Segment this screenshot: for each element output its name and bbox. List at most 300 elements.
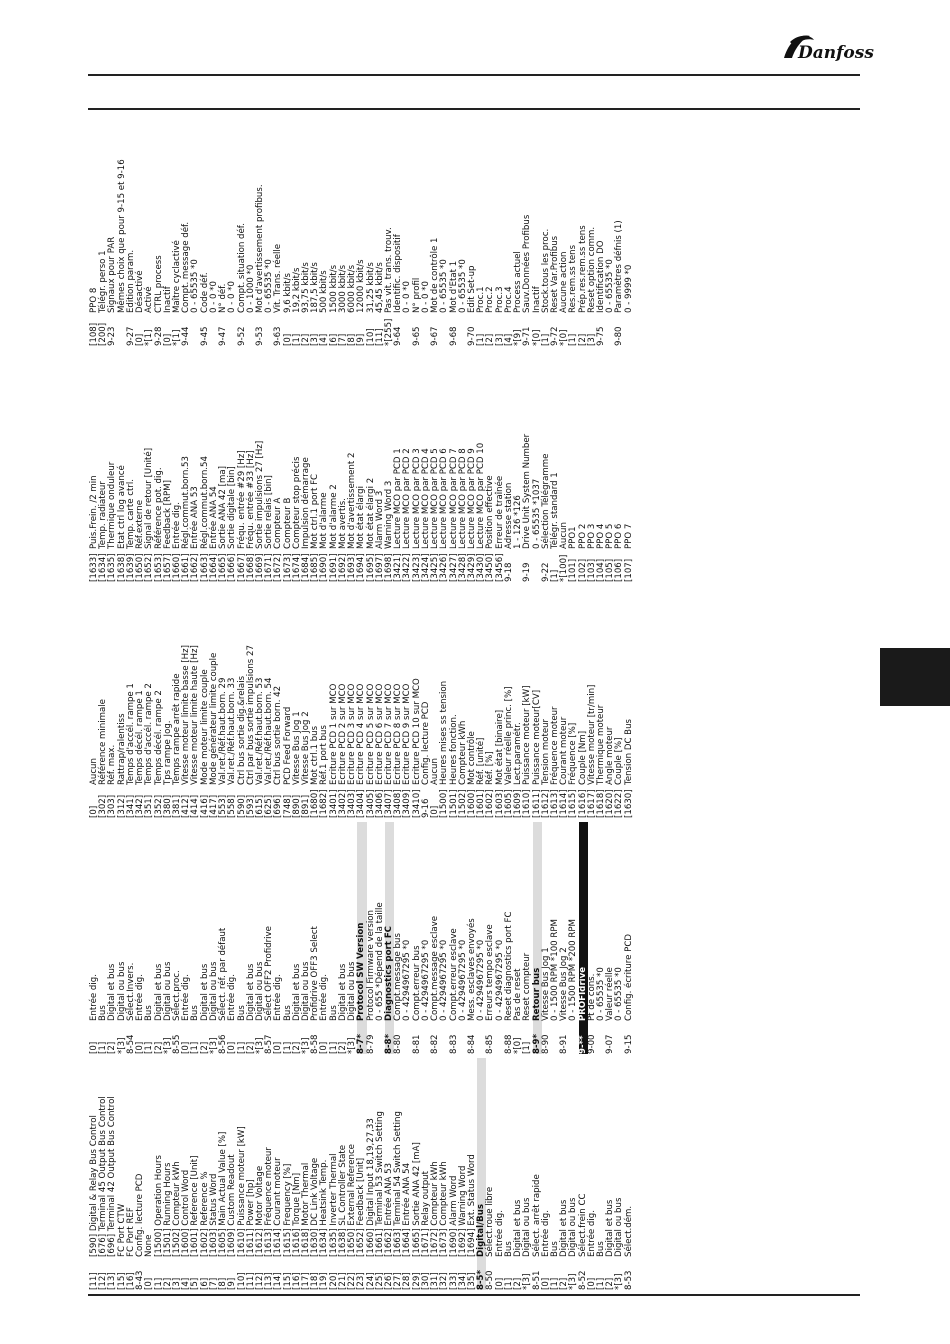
parameter-label: 187,5 kbit/s — [310, 262, 321, 313]
parameter-label: Compt. situation déf. — [236, 223, 247, 313]
parameter-code: 9-63 — [273, 326, 284, 346]
parameter-label: Bus — [549, 1241, 560, 1257]
parameter-code: [2] — [577, 333, 588, 346]
parameter-label: Thermique onduleur — [107, 461, 118, 549]
parameter-code: [2] — [337, 1041, 348, 1054]
parameter-code: [32] — [439, 1272, 450, 1290]
parameter-label: 0 - 1500 RPM *200 RPM — [568, 919, 579, 1021]
parameter-label: Digital ou bus — [568, 1197, 579, 1257]
parameter-code: [1638] — [116, 553, 127, 582]
parameter-code: [1639] — [125, 553, 136, 582]
parameter-code: 9-45 — [199, 326, 210, 346]
parameter-label: Profidrive OFF3 Select — [310, 926, 321, 1021]
parameter-code: [1620] — [605, 789, 616, 818]
parameter-label: Alarm Word 3 — [374, 490, 385, 549]
parameter-label: Entrée dig. — [227, 974, 238, 1021]
parameter-label: Vitesse Bus Jog 1 — [540, 947, 551, 1021]
parameter-code: [1605] — [503, 789, 514, 818]
parameter-label: [1611] Power [hp] — [245, 1179, 256, 1257]
parameter-code: [2] — [107, 1041, 118, 1054]
parameter-label: Aucun — [89, 758, 99, 785]
parameter-label: [1500] Operation Hours — [153, 1155, 164, 1257]
parameter-label: Heures mises ss tension — [439, 680, 450, 785]
parameter-code: [553] — [218, 794, 229, 818]
parameter-label: PPO 3 — [586, 523, 597, 549]
parameter-code: 9-15 — [623, 1034, 634, 1054]
parameter-code: [0] — [273, 1041, 284, 1054]
parameter-label: PPO 2 — [577, 523, 588, 549]
parameter-label: Stock.tous les proc. — [540, 228, 551, 313]
parameter-row — [625, 114, 634, 346]
parameter-column — [90, 586, 634, 818]
parameter-label: Position effective — [485, 475, 496, 549]
parameter-code: 8-54 — [125, 1034, 136, 1054]
parameter-label: Vitesse Bus Jog 2 — [301, 711, 312, 785]
parameter-label: Reset Var.Profibus — [549, 235, 560, 313]
parameter-code: 8-55 — [171, 1034, 182, 1054]
parameter-code: [22] — [347, 1272, 358, 1290]
parameter-code: [3450] — [485, 553, 496, 582]
parameter-label: Réf. [unité] — [476, 737, 487, 785]
parameter-code: [352] — [153, 794, 164, 818]
parameter-code: *[100] — [559, 554, 570, 582]
parameter-label: Entrée dig. — [171, 502, 182, 549]
parameter-label: Compt.erreur bus — [411, 945, 422, 1021]
parameter-label: Identific. dispositif — [393, 234, 404, 313]
parameter-code: 9-52 — [236, 326, 247, 346]
parameter-label: Télégr. perso 1 — [98, 250, 109, 313]
parameter-label: Mêmes choix que pour 9-15 et 9-16 — [116, 159, 127, 313]
parameter-label: Reset option comm. — [586, 226, 597, 313]
parameter-code: [3403] — [347, 789, 358, 818]
parameter-code: [3410] — [411, 789, 422, 818]
parameter-label: Sauv.Données Profibus — [522, 214, 533, 313]
parameter-code: [1600] — [466, 789, 477, 818]
parameter-label: Ecriture PCD 9 sur MCO — [402, 683, 413, 785]
parameter-code: [1] — [522, 1041, 533, 1054]
parameter-label: Sélect. arrêt rapide — [531, 1174, 542, 1257]
parameter-label: Mot d'alarme — [319, 492, 330, 549]
parameter-label: Digital ou bus — [347, 961, 358, 1021]
parameter-label: Lecture MCO par PCD 7 — [448, 448, 459, 549]
parameter-code: [13] — [264, 1272, 275, 1290]
parameter-code: *[3] — [116, 1037, 127, 1054]
parameter-code: [4] — [319, 333, 330, 346]
parameter-label: 0 - 655 *Dépend de la taille — [374, 902, 385, 1021]
parameter-label: Edit Set-up — [466, 265, 477, 313]
parameter-code: [15] — [282, 1272, 293, 1290]
parameter-code: [416] — [199, 794, 210, 818]
parameter-code: [0] — [89, 1041, 99, 1054]
parameter-label: Lecture MCO par PCD 2 — [402, 448, 413, 549]
parameter-code: [1680] — [310, 789, 321, 818]
parameter-label: 0 - 65535 *0 — [457, 259, 468, 313]
parameter-label: Compt.message bus — [393, 933, 404, 1021]
parameter-label: Ecriture PCD 8 sur MCO — [393, 683, 404, 785]
footer-rule — [88, 1294, 860, 1296]
parameter-code: [303] — [107, 794, 118, 818]
parameter-code: [1663] — [199, 553, 210, 582]
parameter-code: [1682] — [319, 789, 330, 818]
parameter-label: Mot d'Etat 1 — [448, 260, 459, 313]
parameter-label: [1664] Entrée ANA 54 — [402, 1162, 413, 1257]
parameter-label: Compteur A — [273, 497, 284, 549]
parameter-code — [625, 313, 634, 346]
parameter-label: Temps d'accél. rampe 2 — [144, 683, 155, 785]
parameter-code: [2] — [513, 1277, 524, 1290]
parameter-code: [2] — [559, 1277, 570, 1290]
parameter-label: Régl.commut.born.54 — [199, 456, 210, 549]
danfoss-logo — [780, 28, 874, 66]
parameter-code: [1666] — [227, 553, 238, 582]
parameter-label: Ctrl par bus sortie impulsions 27 — [245, 645, 256, 785]
parameter-code: *[1] — [171, 329, 182, 346]
parameter-label: [1614] Courant moteur — [273, 1157, 284, 1257]
parameter-code: *[3] — [347, 1037, 358, 1054]
parameter-code: 8-56 — [218, 1034, 229, 1054]
parameter-code: [3422] — [402, 553, 413, 582]
parameter-label: Proc.2 — [485, 286, 496, 313]
parameter-label: Télégr. standard 1 — [549, 472, 560, 549]
parameter-label: 93,75 kbit/s — [301, 262, 312, 313]
parameter-label: 500 kbit/s — [319, 270, 330, 313]
parameter-code: [1652] — [144, 553, 155, 582]
parameter-code: [1665] — [218, 553, 229, 582]
parameter-code: [1693] — [347, 553, 358, 582]
parameter-code: [3404] — [356, 789, 367, 818]
parameter-code: 8-84 — [466, 1034, 477, 1054]
parameter-label: Edition param. — [125, 249, 136, 313]
parameter-code: [0] — [494, 1277, 505, 1290]
parameter-code: [31] — [430, 1272, 441, 1290]
parameter-code: [3402] — [337, 789, 348, 818]
parameter-code: [8] — [218, 1277, 229, 1290]
parameter-code: [0] — [89, 805, 99, 818]
parameter-label: Référence pot. dig. — [153, 467, 164, 549]
parameter-code: [35] — [466, 1272, 477, 1290]
parameter-label: [1635] Inverter Thermal — [328, 1153, 339, 1257]
parameter-code: [0] — [227, 1041, 238, 1054]
parameter-code: *[3] — [162, 1037, 173, 1054]
parameter-label: Temps d'accél. rampe 1 — [125, 683, 136, 785]
parameter-code: 9-23 — [107, 326, 118, 346]
parameter-label: None — [144, 1234, 155, 1257]
parameter-label: Aucune action — [559, 251, 570, 313]
parameter-label: Courant moteur — [559, 716, 570, 785]
parameter-row — [625, 586, 634, 818]
parameter-label: [1609] Custom Readout — [227, 1154, 238, 1257]
parameter-code: [0] — [135, 1041, 146, 1054]
parameter-label: Temp. carte ctrl. — [125, 478, 136, 549]
parameter-label: [1663] Terminal 54 Switch Setting — [393, 1111, 404, 1257]
parameter-label: Fréquence [%] — [568, 722, 579, 785]
parameter-code: [302] — [98, 794, 109, 818]
parameter-label: Ecriture PCD 2 sur MCO — [337, 683, 348, 785]
parameter-label: [1602] Reference % — [199, 1171, 210, 1257]
parameter-code: *[0] — [531, 329, 542, 346]
parameter-label: Compt.message esclave — [430, 915, 441, 1021]
parameter-code: [1630] — [623, 789, 634, 818]
parameter-label: Angle moteur — [605, 726, 616, 785]
parameter-label: [1690] Alarm Word — [448, 1175, 459, 1257]
parameter-label: Mot d'avertissement profibus. — [254, 184, 265, 313]
parameter-label: 0 - 0 *0 — [227, 281, 238, 313]
parameter-code: [19] — [319, 1272, 330, 1290]
parameter-label: Entrée ANA 53 — [190, 486, 201, 549]
parameter-code: [10] — [365, 328, 376, 346]
parameter-label: Identification DO — [596, 240, 607, 313]
parameter-code: 8-90 — [540, 1034, 551, 1054]
parameter-code: 9-80 — [614, 326, 625, 346]
brand-name: Danfoss — [798, 43, 874, 63]
parameter-code: [1698] — [384, 553, 394, 582]
parameter-code: 9-68 — [448, 326, 459, 346]
parameter-label: Proc.1 — [476, 286, 487, 313]
parameter-label: Sélect.dém. — [623, 1205, 634, 1257]
parameter-code: [1697] — [374, 553, 385, 582]
parameter-code: [26] — [384, 1272, 394, 1290]
parameter-label: Digital et bus — [199, 963, 210, 1021]
parameter-code: 9-28 — [153, 326, 164, 346]
parameter-code: [30] — [420, 1272, 431, 1290]
parameter-code: [1664] — [208, 553, 219, 582]
parameter-code: [3423] — [411, 553, 422, 582]
parameter-code: *[3] — [208, 1037, 219, 1054]
parameter-code: [16] — [291, 1272, 302, 1290]
parameter-code: [106] — [614, 558, 625, 582]
parameter-label: Sortie relais [bin] — [264, 475, 275, 549]
parameter-label: 0 - 65535 *1037 — [531, 478, 542, 549]
parameter-label: Mode moteur limite couple — [199, 669, 210, 785]
parameter-code: 9-65 — [411, 326, 422, 346]
parameter-code: [3456] — [494, 553, 505, 582]
parameter-label: [1502] Compteur kWh — [171, 1161, 182, 1257]
parameter-label: [1650] External Reference — [347, 1144, 358, 1257]
parameter-code: [1661] — [181, 553, 192, 582]
parameter-label: Process actuel — [513, 251, 524, 313]
parameter-label: Lecture MCO par PCD 8 — [457, 448, 468, 549]
parameter-code: [1690] — [319, 553, 330, 582]
parameter-code: 8-52 — [577, 1270, 588, 1290]
parameter-label: 45,45 kbit/s — [374, 262, 385, 313]
parameter-label: N° profil — [411, 277, 422, 313]
parameter-label: Sélect.Invers. — [125, 962, 136, 1021]
parameter-column — [90, 350, 634, 582]
parameter-code: [3] — [171, 1277, 182, 1290]
parameter-code: [0] — [319, 1041, 330, 1054]
parameter-label: Lecture MCO par PCD 6 — [439, 448, 450, 549]
parameter-label: Etat ctrl log avancé — [116, 465, 127, 549]
parameter-label: Digital ou bus — [162, 961, 173, 1021]
parameter-code: [1669] — [254, 553, 265, 582]
parameter-code: 9-18 — [503, 562, 514, 582]
parameter-column — [90, 822, 634, 1054]
parameter-label: Pas vit. trans. trouv. — [384, 227, 394, 313]
parameter-code: [1618] — [596, 789, 607, 818]
parameter-code: [108] — [89, 322, 99, 346]
parameter-label: Lect.paramétr. — [513, 722, 524, 785]
parameter-code: 8-50 — [485, 1270, 496, 1290]
parameter-code: [3427] — [448, 553, 459, 582]
parameter-code: [3405] — [365, 789, 376, 818]
parameter-code: [1611] — [531, 789, 542, 818]
parameter-row — [625, 1058, 634, 1290]
parameter-code: 9-16 — [420, 798, 431, 818]
parameter-label: Signaux pour PAR — [107, 236, 118, 313]
parameter-code: [12] — [254, 1272, 265, 1290]
parameter-code: 8-91 — [559, 1034, 570, 1054]
parameter-code: [1657] — [162, 553, 173, 582]
parameter-code: [3408] — [393, 789, 404, 818]
parameter-row — [625, 350, 634, 582]
parameter-code: [23] — [356, 1272, 367, 1290]
parameter-label: [590] Digital & Relay Bus Control — [89, 1115, 99, 1257]
parameter-label: Val.ret./Réf.haut.born. 33 — [227, 677, 238, 785]
parameter-label: Sortie impulsions 27 [Hz] — [254, 440, 265, 549]
parameter-label: PPO 8 — [89, 287, 99, 313]
parameter-code: [1672] — [273, 553, 284, 582]
parameter-label: Couple [Nm] — [577, 730, 588, 785]
parameter-label: Ctrl bus sortie born. 42 — [273, 685, 284, 785]
parameter-label: Sortie digitale [bin] — [227, 466, 238, 549]
parameter-label: Proc.4 — [503, 286, 514, 313]
parameter-label: Ecriture PCD 3 sur MCO — [347, 683, 358, 785]
parameter-code: [1684] — [301, 553, 312, 582]
parameter-label: Vitesse moteur limite haute [Hz] — [190, 645, 201, 785]
parameter-code: 8-79 — [365, 1034, 376, 1054]
parameter-code: 8-43 — [135, 1270, 146, 1290]
parameter-label: Entrée dig. — [540, 1210, 551, 1257]
parameter-label: Bus — [190, 1005, 201, 1021]
parameter-code: [9] — [356, 333, 367, 346]
parameter-label: 0 - 1500 RPM *100 RPM — [549, 919, 560, 1021]
parameter-label: Mot d'alarme 2 — [328, 484, 339, 549]
parameter-label: Compteur kWh — [457, 720, 468, 785]
parameter-code: [342] — [135, 794, 146, 818]
parameter-label: Ecriture PCD 1 sur MCO — [328, 683, 339, 785]
parameter-code: [2] — [291, 1041, 302, 1054]
parameter-label: Tension DC Bus — [623, 719, 634, 785]
parameter-code: [3425] — [430, 553, 441, 582]
parameter-label: Val.ret./Réf.haut.born. 29 — [218, 677, 229, 785]
parameter-label: Signal de retour [Unité] — [144, 447, 155, 549]
parameter-code: [2] — [301, 333, 312, 346]
parameter-label: [1618] Motor Thermal — [301, 1162, 312, 1257]
parameter-label: Vitesse Bus Jog 1 — [291, 711, 302, 785]
parameter-code: [4] — [503, 333, 514, 346]
parameter-code: 9-19 — [522, 562, 533, 582]
parameter-label: [1615] Frequency [%] — [282, 1163, 293, 1257]
parameter-label: PPO 6 — [614, 523, 625, 549]
parameter-code: [200] — [98, 322, 109, 346]
parameter-label: Drive Unit System Number — [522, 433, 533, 549]
parameter-code: [1691] — [328, 553, 339, 582]
parameter-label: Inactif — [531, 286, 542, 313]
parameter-code: [1] — [328, 1041, 339, 1054]
parameter-label: PPO 7 — [623, 523, 634, 549]
parameter-code: [1622] — [614, 789, 625, 818]
parameter-code: [15] — [116, 1272, 127, 1290]
parameter-code: [1] — [153, 1277, 164, 1290]
parameter-code: [341] — [125, 794, 136, 818]
parameter-label: 0 - 4294967295 *0 — [457, 939, 468, 1021]
parameter-label: Entrée dig. — [135, 974, 146, 1021]
parameter-code: [2] — [485, 333, 496, 346]
parameter-label: [1661] Terminal 53 Switch Setting — [374, 1111, 385, 1257]
parameter-label: [1610] Puissance moteur [kW] — [236, 1126, 247, 1257]
parameter-label: 0 - 4294967295 *0 — [476, 939, 487, 1021]
parameter-label: PPO 4 — [596, 523, 607, 549]
parameter-row — [625, 822, 634, 1054]
parameter-code: [25] — [374, 1272, 385, 1290]
parameter-code: [1673] — [282, 553, 293, 582]
parameter-code: [351] — [144, 794, 155, 818]
parameter-label: Mot état élargi — [356, 486, 367, 549]
parameter-label: 0 - 65535 *0 — [264, 259, 275, 313]
parameter-label: Ecriture PCD 7 sur MCO — [384, 683, 394, 785]
parameter-code: *[3] — [614, 1273, 625, 1290]
parameter-label: Digital et bus — [559, 1199, 570, 1257]
parameter-label: Sélect. réf. par défaut — [218, 927, 229, 1021]
parameter-label: Entrée dig. — [89, 974, 99, 1021]
parameter-code: *[3] — [254, 1037, 265, 1054]
parameter-label: 3000 kbit/s — [337, 264, 348, 313]
parameter-code: *[0] — [559, 329, 570, 346]
parameter-code: [0] — [162, 333, 173, 346]
parameter-code: [3429] — [466, 553, 477, 582]
parameter-label: Code déf. — [199, 272, 210, 313]
parameter-code: [3] — [494, 333, 505, 346]
parameter-code: [24] — [365, 1272, 376, 1290]
parameter-label: Entrée ANA 54 — [208, 486, 219, 549]
parameter-label: Régl.commut.born.53 — [181, 456, 192, 549]
parameter-label: [1601] Reference [Unit] — [190, 1155, 201, 1257]
parameter-label: Digital ou bus — [614, 1197, 625, 1257]
parameter-code: [7] — [337, 333, 348, 346]
parameter-label: [1613] Fréquence moteur — [264, 1147, 275, 1257]
parameter-label: 0 - 1000 *0 — [245, 264, 256, 313]
parameter-label: 0 - 4294967295 *0 — [420, 939, 431, 1021]
parameter-code: [104] — [596, 558, 607, 582]
parameter-code: [1] — [540, 333, 551, 346]
parameter-label: 0 - 65535 *0 — [190, 259, 201, 313]
parameter-label: Paramètres défnis (1) — [614, 220, 625, 313]
header-rule-top — [88, 74, 860, 76]
parameter-label: [1612] Motor Voltage — [254, 1165, 265, 1257]
parameter-column — [90, 114, 634, 346]
parameter-code: [1692] — [337, 553, 348, 582]
parameter-code: 8-85 — [485, 1034, 496, 1054]
parameter-label: Heures fonction. — [448, 714, 459, 785]
parameter-code: [34] — [457, 1272, 468, 1290]
parameter-label: PROFIdrive — [577, 966, 588, 1021]
parameter-code: [27] — [393, 1272, 404, 1290]
parameter-code: [3428] — [457, 553, 468, 582]
parameter-code: [0] — [144, 1277, 155, 1290]
parameter-label: Warning Word 3 — [384, 480, 394, 549]
parameter-code: [107] — [623, 558, 634, 582]
parameter-label: 0 - 0 *0 — [208, 281, 219, 313]
parameter-code: [1633] — [89, 553, 99, 582]
parameter-code: [1635] — [107, 553, 118, 582]
parameter-code: [4] — [181, 1277, 192, 1290]
parameter-code: [1668] — [245, 553, 256, 582]
parameter-label: Vitesse moteur [tr/min] — [586, 684, 597, 785]
parameter-code: 9-71 — [522, 326, 533, 346]
parameter-code: [1615] — [568, 789, 579, 818]
parameter-label: Diagnostics port FC — [384, 926, 394, 1021]
parameter-label: Reset compteur — [522, 952, 533, 1021]
